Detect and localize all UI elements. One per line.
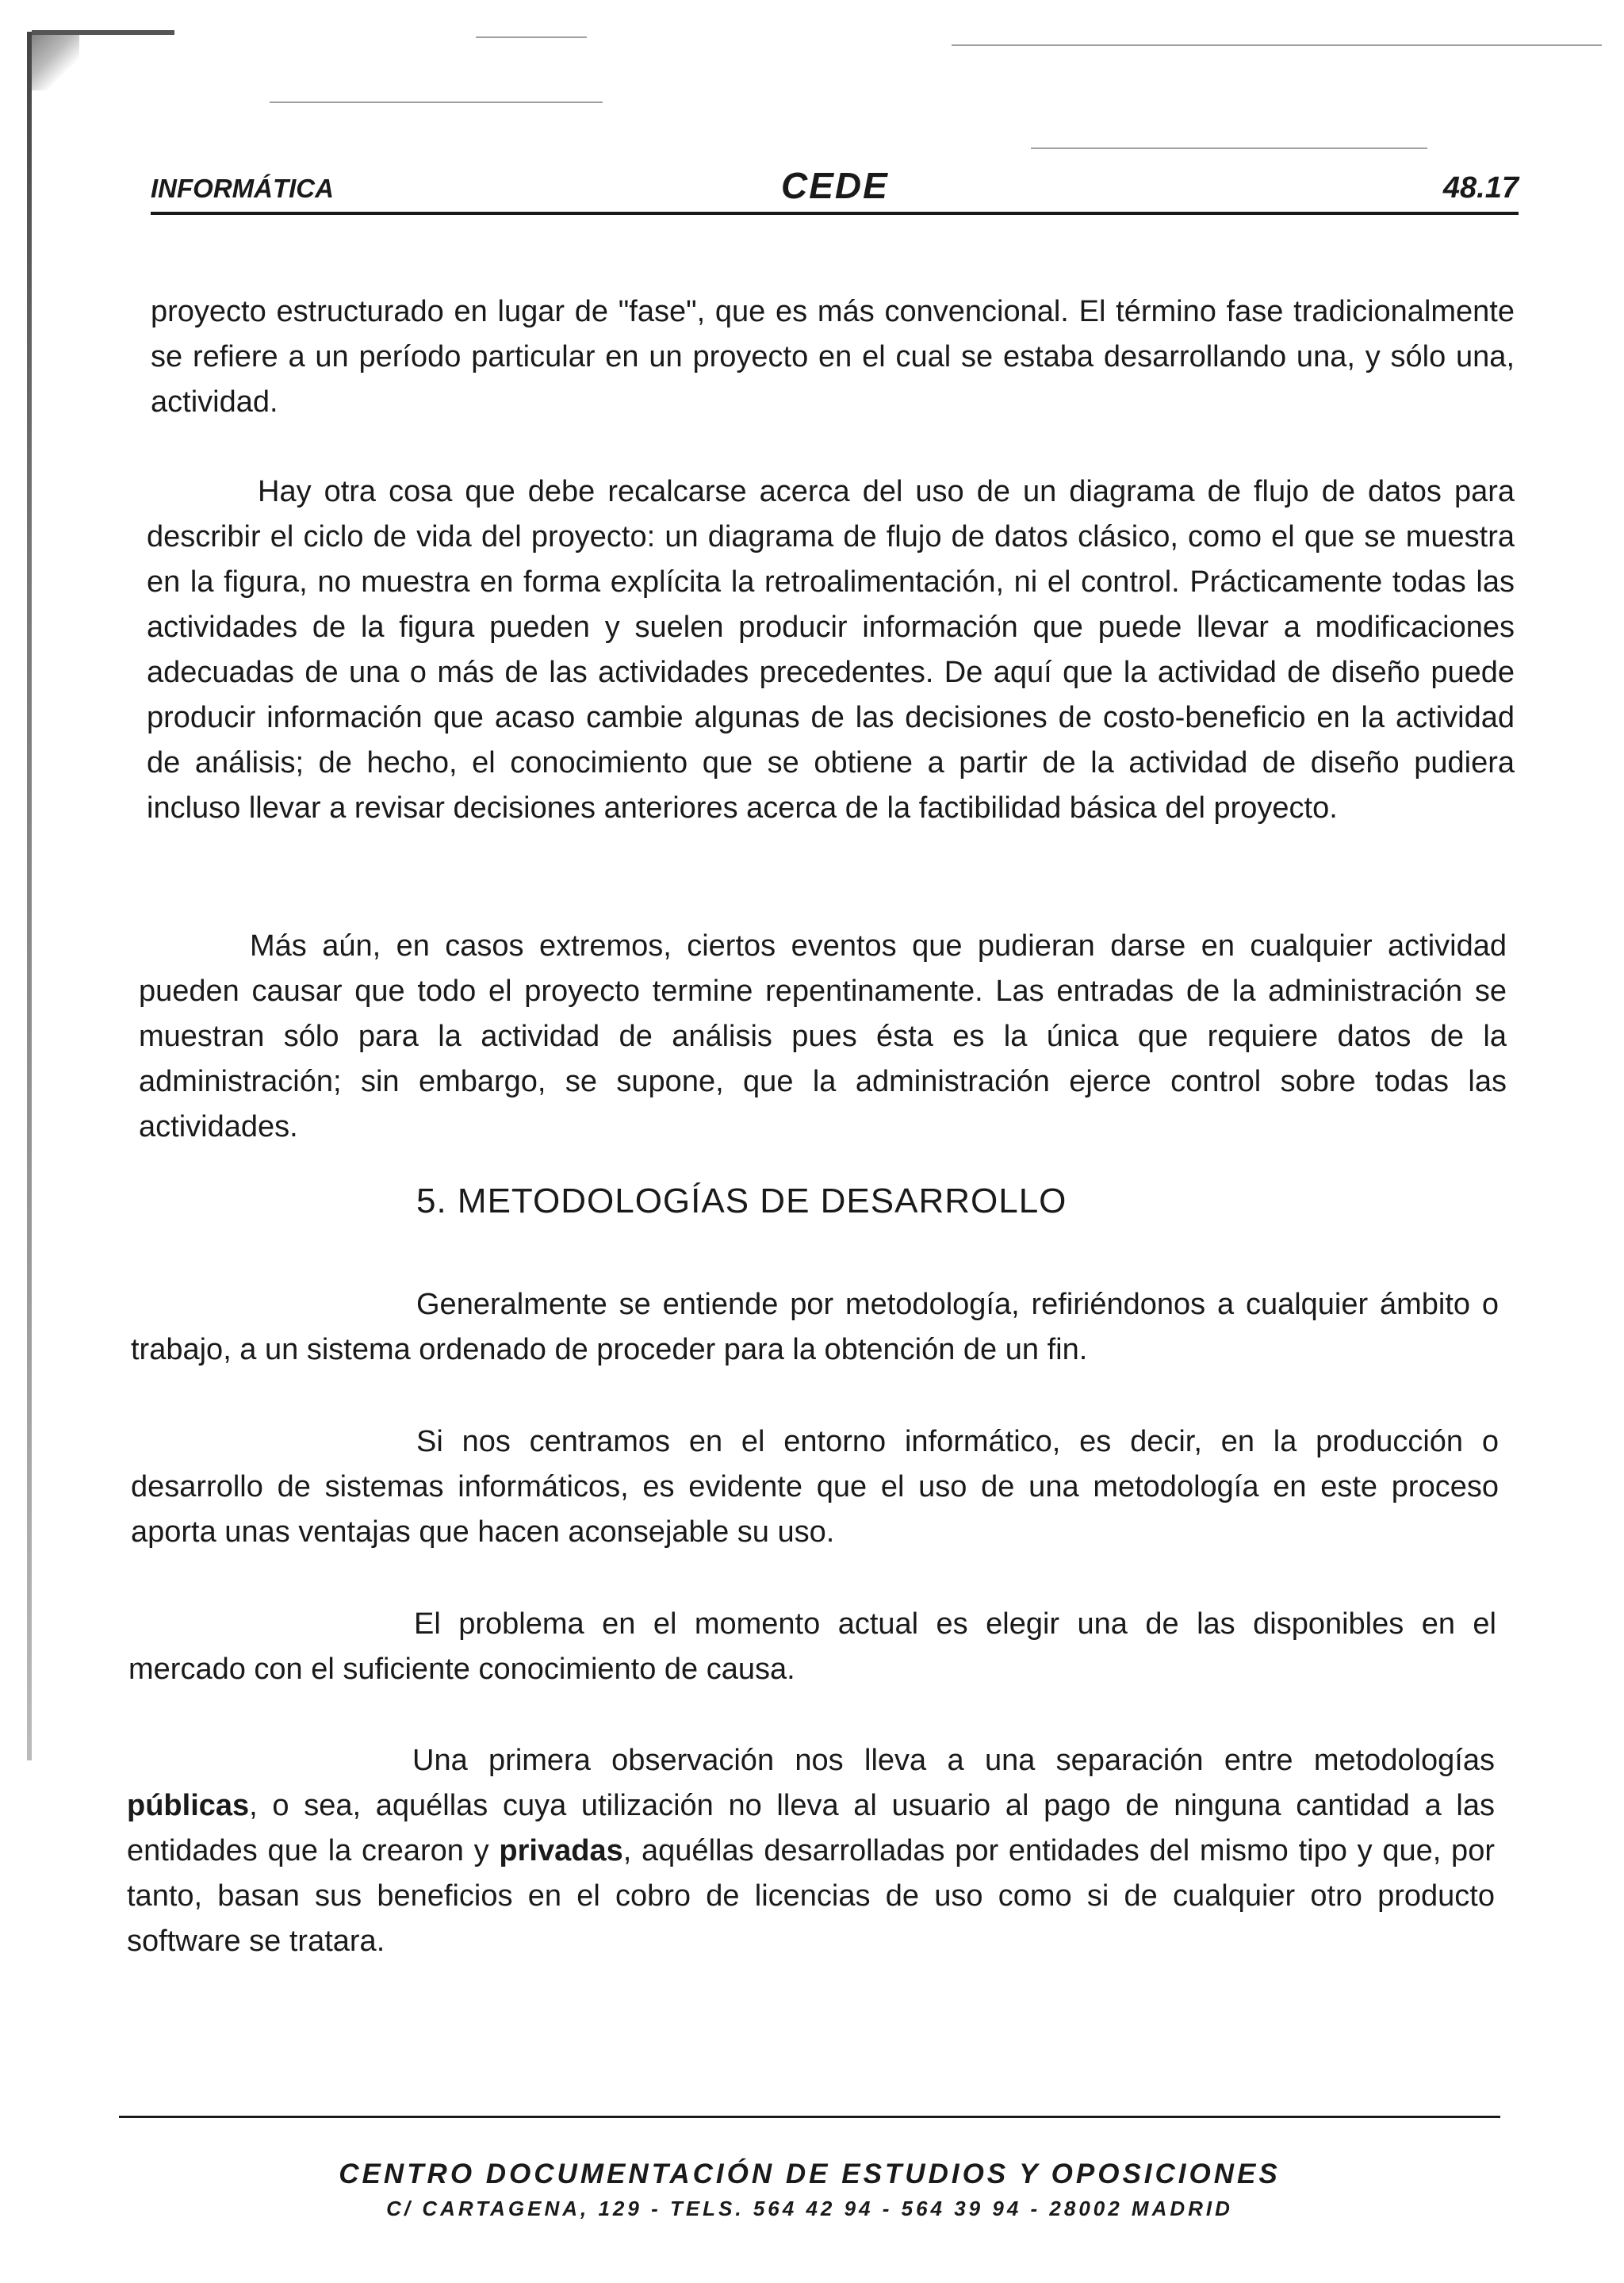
paragraph-4: Generalmente se entiende por metodología, refiriéndonos a cualquier ámbito o trabajo, a un sistema ordenado de proceder para la obtención de un fin. <box>131 1288 1499 1366</box>
footer-address: C/ CARTAGENA, 129 - TELS. 564 42 94 - 564 39 94 - 28002 MADRID <box>386 2197 1233 2220</box>
paragraph-3: Más aún, en casos extremos, ciertos eventos que pudieran darse en cualquier actividad pueden causar que todo el proyecto termine repentinamente. Las entradas de la administración se muestran sólo para la actividad de análisis pues ésta es la única que requiere datos de la administración; sin embargo, se supone, que la administración ejerce control sobre todas las actividades. <box>139 929 1507 1143</box>
scan-binding-edge <box>27 32 32 1760</box>
paragraph-6: El problema en el momento actual es elegir una de las disponibles en el mercado con el suficiente conocimiento de causa. <box>128 1607 1496 1686</box>
term-privadas: privadas <box>499 1834 623 1867</box>
paragraph-7-text: , aquéllas desarrolladas por entidades del mismo tipo y que, por tanto, basan sus beneficios en el cobro de licencias de uso como si de cualquier otro producto software se tratara. <box>127 1834 1495 1958</box>
page-header <box>151 163 1519 215</box>
page-number: 48.17 <box>1442 171 1519 205</box>
paragraph-5: Si nos centramos en el entorno informático, es decir, en la producción o desarrollo de sistemas informáticos, es evidente que el uso de una metodología en este proceso aporta unas ventajas que hacen aconsejable su uso. <box>131 1425 1499 1549</box>
section-heading: 5. METODOLOGÍAS DE DESARROLLO <box>416 1182 1067 1220</box>
scan-dash <box>952 44 1602 46</box>
header-section: INFORMÁTICA <box>151 174 334 203</box>
footer-divider <box>119 2116 1500 2118</box>
term-publicas: públicas <box>127 1789 250 1822</box>
scan-dash <box>476 36 587 38</box>
paragraph-7 <box>127 1738 1495 1964</box>
scan-dash <box>1031 147 1427 149</box>
paragraph-7-text: , o sea, aquéllas cuya utilización no lleva al usuario al pago de ninguna cantidad a las entidades que la crearon y <box>127 1789 1495 1867</box>
paragraph-1: proyecto estructurado en lugar de "fase", que es más convencional. El término fase tradicionalmente se refiere a un período particular en un proyecto en el cual se estaba desarrollando una, y sólo una, actividad. <box>151 295 1515 419</box>
scan-corner-mark <box>32 35 79 90</box>
header-brand: CEDE <box>781 165 889 206</box>
paragraph-2: Hay otra cosa que debe recalcarse acerca del uso de un diagrama de flujo de datos para describir el ciclo de vida del proyecto: un diagrama de flujo de datos clásico, como el que se muestra en la figura, no muestra en forma explícita la retroalimentación, ni el control. Prácticamente todas las actividades de la figura pueden y suelen producir información que puede llevar a modificaciones adecuadas de una o más de las actividades precedentes. De aquí que la actividad de diseño puede producir información que acaso cambie algunas de las decisiones de costo-beneficio en la actividad de análisis; de hecho, el conocimiento que se obtiene a partir de la actividad de diseño pudiera incluso llevar a revisar decisiones anteriores acerca de la factibilidad básica del proyecto. <box>147 475 1515 825</box>
scan-dash <box>270 102 603 103</box>
footer-organization: CENTRO DOCUMENTACIÓN DE ESTUDIOS Y OPOSICIONES <box>339 2159 1281 2189</box>
paragraph-7-text: Una primera observación nos lleva a una separación entre metodologías <box>412 1744 1495 1777</box>
